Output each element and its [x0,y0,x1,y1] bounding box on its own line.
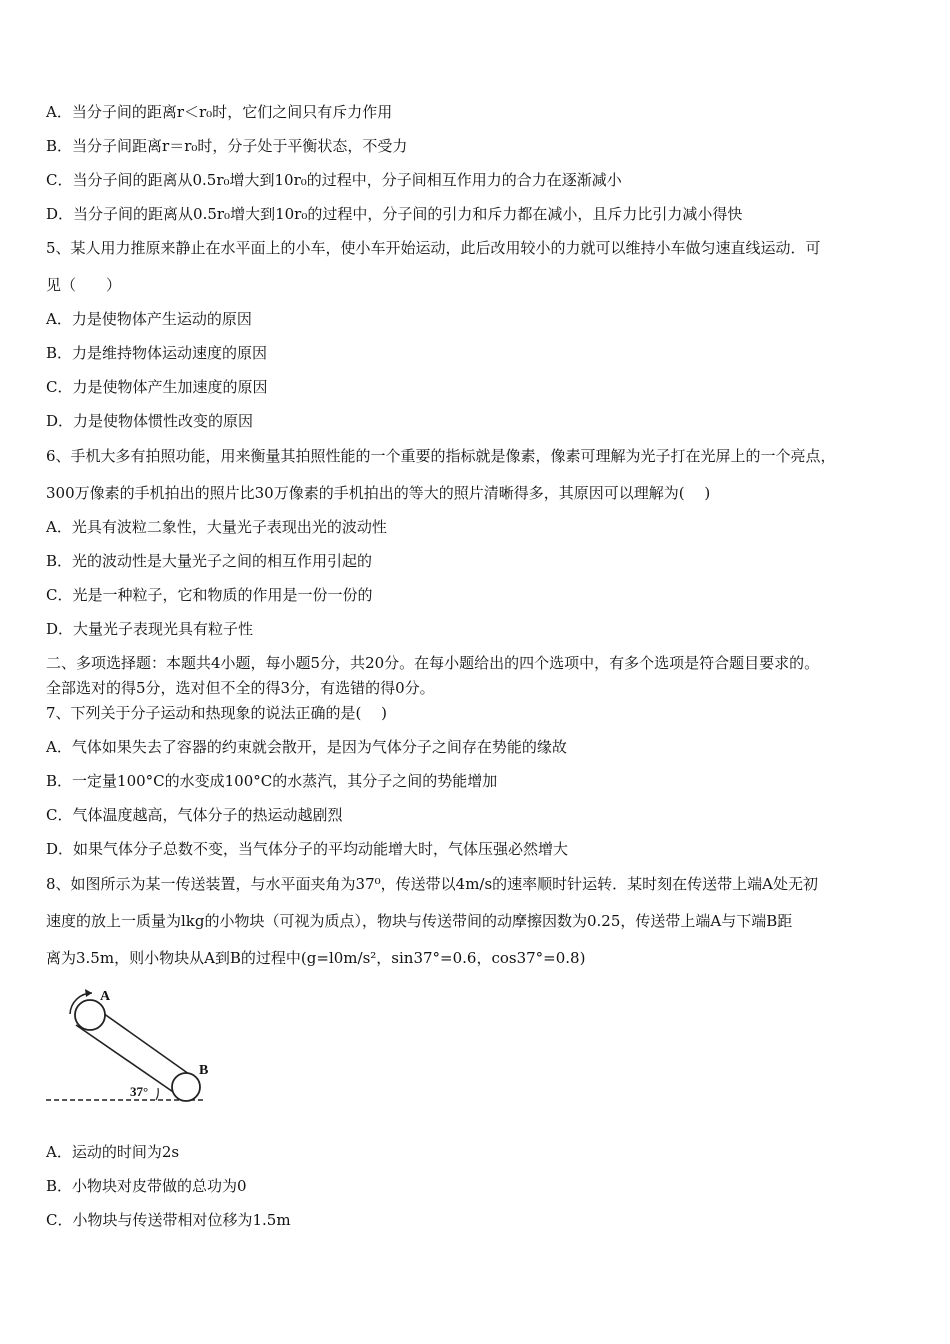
q5-stem-line-1: 5、某人用力推原来静止在水平面上的小车，使小车开始运动，此后改用较小的力就可以维持小车做匀速直线运动．可 [46,239,821,257]
belt-bottom-edge [76,1025,179,1096]
conveyor-diagram [44,984,214,1109]
q6-option-b: B．光的波动性是大量光子之间的相互作用引起的 [46,552,373,570]
q4-option-d: D．当分子间的距离从0.5r₀增大到10r₀的过程中，分子间的引力和斥力都在减小，且斥力比引力减小得快 [46,205,743,223]
q6-option-a: A．光具有波粒二象性，大量光子表现出光的波动性 [46,518,387,536]
q6-stem-line-1: 6、手机大多有拍照功能，用来衡量其拍照性能的一个重要的指标就是像素，像素可理解为光子打在光屏上的一个亮点， [46,447,836,465]
q7-option-d: D．如果气体分子总数不变，当气体分子的平均动能增大时，气体压强必然增大 [46,840,569,858]
q6-option-d: D．大量光子表现光具有粒子性 [46,620,254,638]
q7-stem: 7、下列关于分子运动和热现象的说法正确的是( ) [46,704,388,722]
q5-stem-line-2: 见（ ） [46,276,122,294]
top-pulley [75,1000,105,1030]
q5-option-d: D．力是使物体惯性改变的原因 [46,412,254,430]
q8-option-c: C．小物块与传送带相对位移为1.5m [46,1211,291,1229]
q7-option-a: A．气体如果失去了容器的约束就会散开，是因为气体分子之间存在势能的缘故 [46,738,567,756]
q6-stem-line-2: 300万像素的手机拍出的照片比30万像素的手机拍出的等大的照片清晰得多，其原因可以理解为( ) [46,484,711,502]
q8-stem-line-3: 离为3.5m，则小物块从A到B的过程中(g=l0m/s²，sin37°=0.6，cos37°=0.8) [46,949,586,967]
label-b: B [199,1063,209,1078]
q8-option-b: B．小物块对皮带做的总功为0 [46,1177,247,1195]
q4-option-b: B．当分子间距离r＝r₀时，分子处于平衡状态，不受力 [46,137,408,155]
q4-option-c: C．当分子间的距离从0.5r₀增大到10r₀的过程中，分子间相互作用力的合力在逐渐减小 [46,171,622,189]
section2-instructions-line-2: 全部选对的得5分，选对但不全的得3分，有选错的得0分。 [46,679,435,697]
q7-option-c: C．气体温度越高，气体分子的热运动越剧烈 [46,806,343,824]
q5-option-a: A．力是使物体产生运动的原因 [46,310,252,328]
q5-option-b: B．力是维持物体运动速度的原因 [46,344,268,362]
arrow-head-icon [85,989,92,997]
q8-stem-line-2: 速度的放上一质量为lkg的小物块（可视为质点），物块与传送带间的动摩擦因数为0.25，传送带上端A与下端B距 [46,912,793,930]
q7-option-b: B．一定量100°C的水变成100°C的水蒸汽，其分子之间的势能增加 [46,772,498,790]
q4-option-a: A．当分子间的距离r＜r₀时，它们之间只有斥力作用 [46,103,393,121]
q6-option-c: C．光是一种粒子，它和物质的作用是一份一份的 [46,586,373,604]
q8-stem-line-1: 8、如图所示为某一传送装置，与水平面夹角为37⁰，传送带以4m/s的速率顺时针运转．某时刻在传送带上端A处无初 [46,875,818,893]
bottom-pulley [172,1073,200,1101]
section2-instructions-line-1: 二、多项选择题：本题共4小题，每小题5分，共20分。在每小题给出的四个选项中，有多个选项是符合题目要求的。 [46,654,820,672]
angle-label: 37° [130,1084,149,1099]
label-a: A [100,989,111,1004]
q8-option-a: A．运动的时间为2s [46,1143,180,1161]
angle-arc [156,1088,158,1100]
q5-option-c: C．力是使物体产生加速度的原因 [46,378,268,396]
